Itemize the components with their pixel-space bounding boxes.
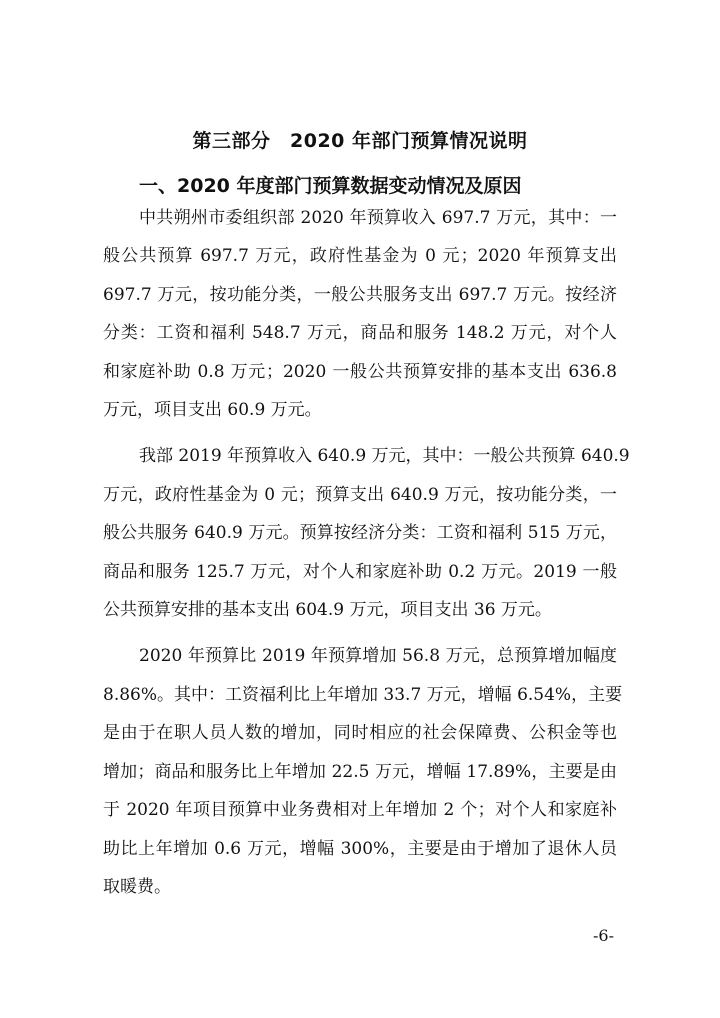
paragraph-line: 商品和服务 125.7 万元，对个人和家庭补助 0.2 万元。2019 一般 <box>103 562 617 582</box>
paragraph-line: 般公共服务 640.9 万元。预算按经济分类：工资和福利 515 万元， <box>103 523 617 543</box>
paragraph-line: 万元，项目支出 60.9 万元。 <box>103 400 322 420</box>
paragraph-line: 8.86%。其中：工资福利比上年增加 33.7 万元，增幅 6.54%，主要 <box>103 685 623 705</box>
paragraph-line: 和家庭补助 0.8 万元；2020 一般公共预算安排的基本支出 636.8 <box>103 362 617 382</box>
paragraph-line: 是由于在职人员人数的增加，同时相应的社会保障费、公积金等也 <box>103 723 617 743</box>
paragraph-line: 取暖费。 <box>103 877 171 897</box>
paragraph-line: 公共预算安排的基本支出 604.9 万元，项目支出 36 万元。 <box>103 600 552 620</box>
paragraph-line: 697.7 万元，按功能分类，一般公共服务支出 697.7 万元。按经济 <box>103 285 617 305</box>
paragraph-line: 助比上年增加 0.6 万元，增幅 300%，主要是由于增加了退休人员 <box>103 839 617 859</box>
section-heading: 一、2020 年度部门预算数据变动情况及原因 <box>139 175 522 197</box>
paragraph-line: 万元，政府性基金为 0 元；预算支出 640.9 万元，按功能分类，一 <box>103 485 617 505</box>
paragraph-line: 分类：工资和福利 548.7 万元，商品和服务 148.2 万元，对个人 <box>103 323 617 343</box>
paragraph-line: 增加；商品和服务比上年增加 22.5 万元，增幅 17.89%，主要是由 <box>103 762 617 782</box>
paragraph-line: 2020 年预算比 2019 年预算增加 56.8 万元，总预算增加幅度 <box>139 646 617 666</box>
paragraph-line: 中共朔州市委组织部 2020 年预算收入 697.7 万元，其中：一 <box>139 208 617 228</box>
paragraph-line: 于 2020 年项目预算中业务费相对上年增加 2 个；对个人和家庭补 <box>103 800 617 820</box>
paragraph-line: 我部 2019 年预算收入 640.9 万元，其中：一般公共预算 640.9 <box>139 446 630 466</box>
page-number: -6- <box>593 926 614 945</box>
page-title: 第三部分 2020 年部门预算情况说明 <box>192 130 528 152</box>
paragraph-line: 般公共预算 697.7 万元，政府性基金为 0 元；2020 年预算支出 <box>103 246 617 266</box>
